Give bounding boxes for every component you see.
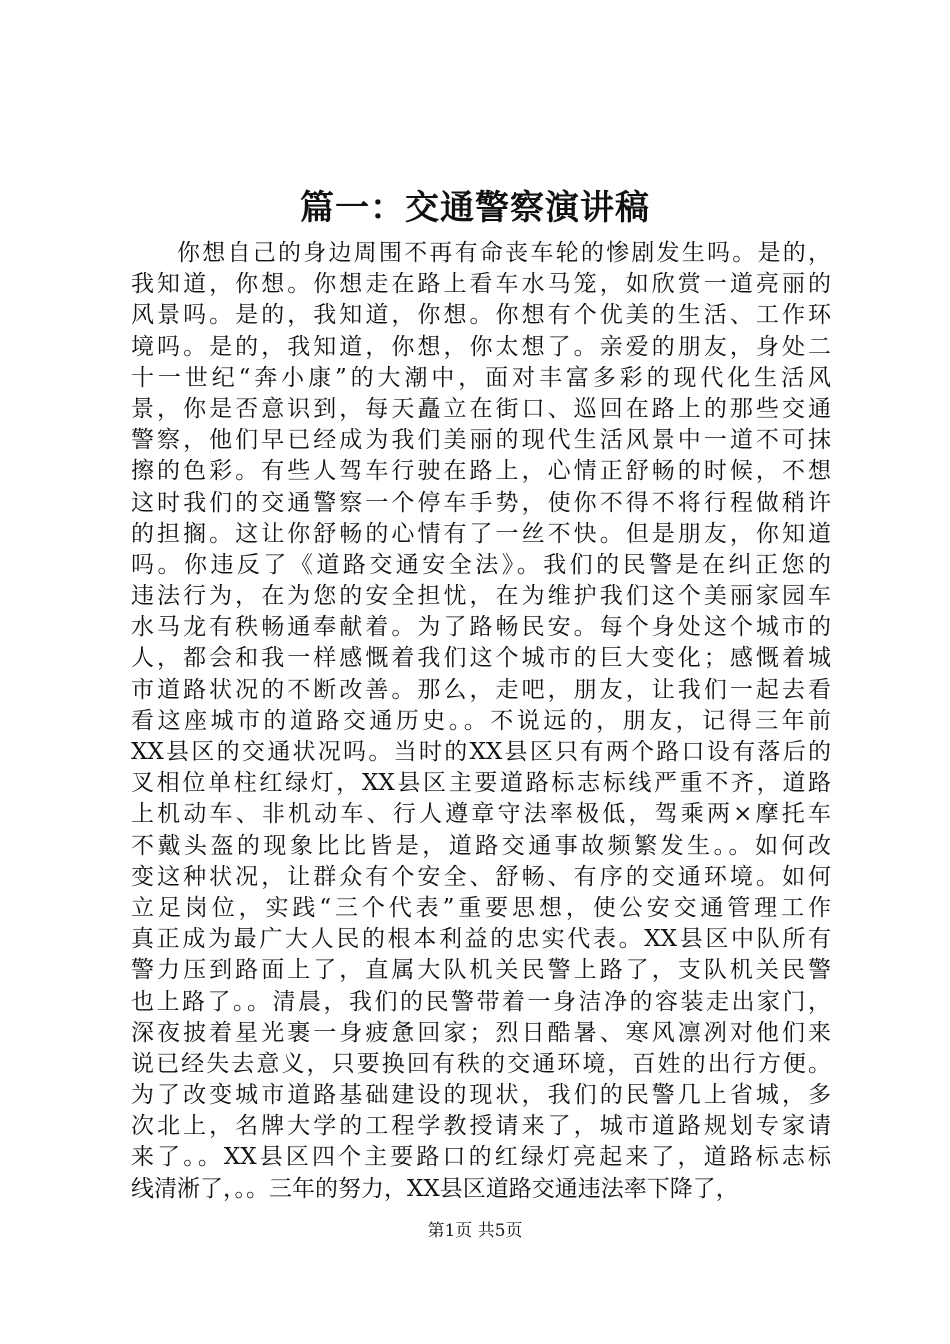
text-line: 立足岗位，实践“三个代表”重要思想，使公安交通管理工作	[131, 894, 831, 921]
text-line: 看这座城市的道路交通历史。。不说远的，朋友，记得三年前	[131, 707, 831, 734]
text-line: 吗。你违反了《道路交通安全法》。我们的民警是在纠正您的	[131, 551, 831, 578]
text-line: 不戴头盔的现象比比皆是，道路交通事故频繁发生。。如何改	[131, 832, 831, 859]
text-line: 警察，他们早已经成为我们美丽的现代生活风景中一道不可抹	[131, 427, 831, 454]
text-line: 境吗。是的，我知道，你想，你太想了。亲爱的朋友，身处二	[131, 333, 831, 360]
text-line: 线清淅了，。。三年的努力，XX县区道路交通违法率下降了，	[131, 1175, 739, 1202]
text-line: 叉相位单柱红绿灯，XX县区主要道路标志标线严重不齐，道路	[131, 770, 831, 797]
page-title: 篇一：交通警察演讲稿	[300, 188, 650, 228]
text-line: 你想自己的身边周围不再有命丧车轮的惨剧发生吗。是的，	[177, 240, 831, 266]
text-line: 这时我们的交通警察一个停车手势，使你不得不将行程做稍许	[131, 489, 831, 516]
text-line: 的担搁。这让你舒畅的心情有了一丝不快。但是朋友，你知道	[131, 520, 831, 547]
text-line: 次北上，名牌大学的工程学教授请来了，城市道路规划专家请	[131, 1113, 831, 1140]
text-line: 市道路状况的不断改善。那么，走吧，朋友，让我们一起去看	[131, 676, 831, 703]
text-line: 为了改变城市道路基础建设的现状，我们的民警几上省城，多	[131, 1082, 831, 1109]
text-line: 风景吗。是的，我知道，你想。你想有个优美的生活、工作环	[131, 302, 831, 329]
text-line: 深夜披着星光裹一身疲惫回家；烈日酷暑、寒风凛冽对他们来	[131, 1019, 831, 1046]
body-text	[131, 238, 831, 1205]
text-line: XX县区的交通状况吗。当时的XX县区只有两个路口设有落后的	[131, 739, 831, 765]
text-line: 景，你是否意识到，每天矗立在街口、巡回在路上的那些交通	[131, 395, 831, 422]
text-line: 也上路了。。清晨，我们的民警带着一身洁净的容装走出家门，	[131, 988, 831, 1015]
text-line: 十一世纪“奔小康”的大潮中，面对丰富多彩的现代化生活风	[131, 364, 831, 391]
text-line: 上机动车、非机动车、行人遵章守法率极低，驾乘两×摩托车	[131, 801, 831, 828]
text-line: 水马龙有秩畅通奉献着。为了路畅民安。每个身处这个城市的	[131, 614, 831, 641]
page-footer: 第1页 共5页	[427, 1221, 523, 1241]
text-line: 人，都会和我一样感慨着我们这个城市的巨大变化；感慨着城	[131, 645, 831, 672]
text-line: 真正成为最广大人民的根本利益的忠实代表。XX县区中队所有	[131, 926, 831, 953]
text-line: 来了。。XX县区四个主要路口的红绿灯亮起来了，道路标志标	[131, 1144, 831, 1171]
text-line: 我知道，你想。你想走在路上看车水马笼，如欣赏一道亮丽的	[131, 271, 831, 298]
text-line: 警力压到路面上了，直属大队机关民警上路了，支队机关民警	[131, 957, 831, 984]
text-line: 说已经失去意义，只要换回有秩的交通环境，百姓的出行方便。	[131, 1050, 831, 1077]
text-line: 擦的色彩。有些人驾车行驶在路上，心情正舒畅的时候，不想	[131, 458, 831, 485]
text-line: 变这种状况，让群众有个安全、舒畅、有序的交通环境。如何	[131, 863, 831, 890]
text-line: 违法行为，在为您的安全担忧，在为维护我们这个美丽家园车	[131, 583, 831, 610]
